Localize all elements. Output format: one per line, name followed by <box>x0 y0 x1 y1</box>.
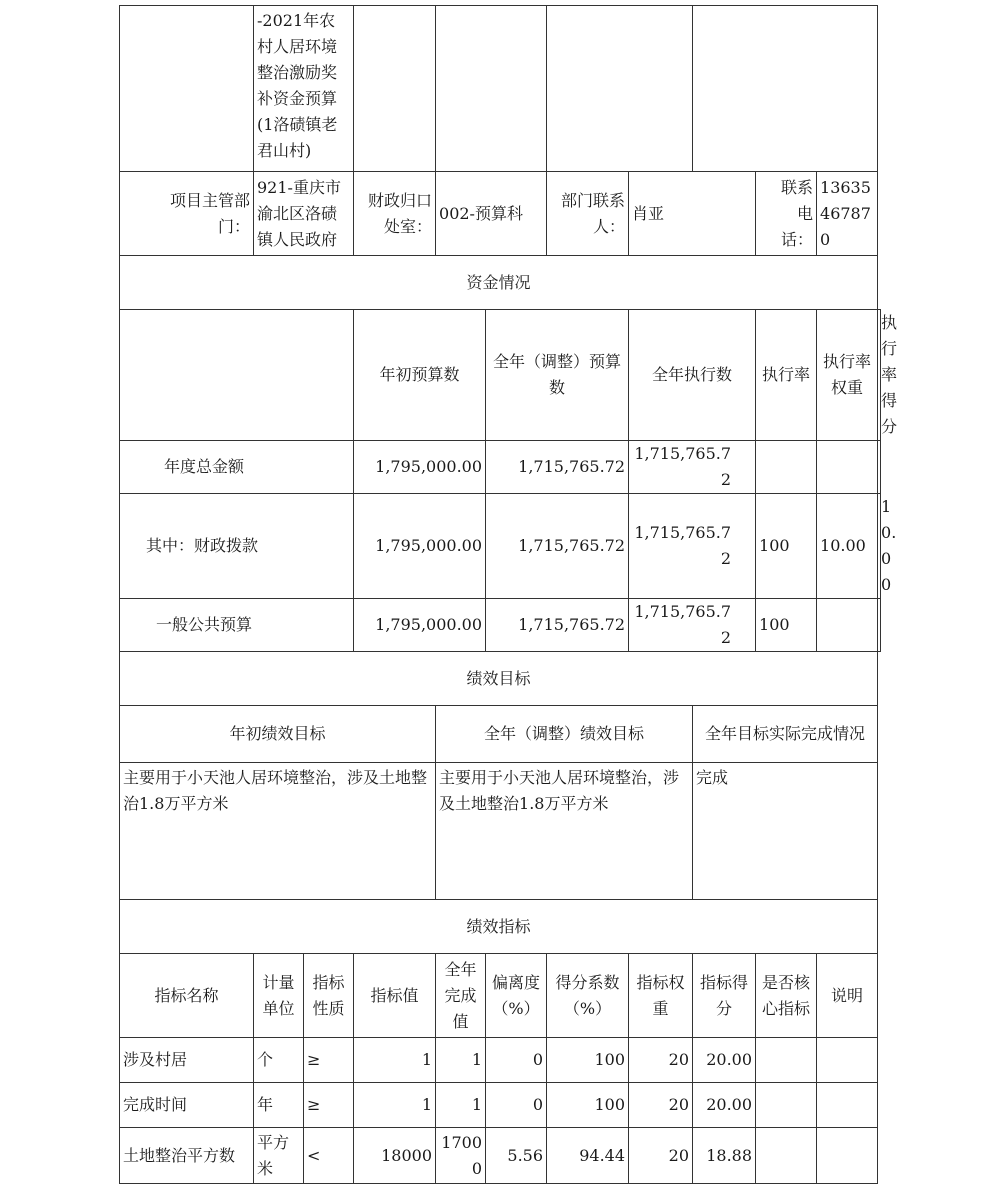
funds-executed: 1,715,765.72 <box>629 599 756 652</box>
ind-header-done: 全年完成值 <box>436 954 486 1038</box>
goals-header-initial: 年初绩效目标 <box>120 706 436 763</box>
goals-actual-text: 完成 <box>693 763 878 900</box>
ind-core <box>756 1083 817 1128</box>
ind-nature: ≥ <box>304 1083 354 1128</box>
ind-nature: < <box>304 1128 354 1184</box>
blank-cell <box>120 310 354 441</box>
blank-cell <box>354 6 436 172</box>
funds-score <box>878 599 881 652</box>
funds-weight <box>817 599 878 652</box>
project-name: -2021年农村人居环境整治激励奖补资金预算(1洛碛镇老君山村) <box>254 6 354 172</box>
table-row <box>120 1083 881 1128</box>
ind-coef: 94.44 <box>547 1128 629 1184</box>
ind-score: 20.00 <box>693 1083 756 1128</box>
finance-label: 财政归口处室： <box>354 172 436 256</box>
funds-score <box>878 441 881 494</box>
blank-cell <box>547 6 693 172</box>
phone-value: 13635467870 <box>817 172 878 256</box>
funds-header-rate: 执行率 <box>756 310 817 441</box>
goals-section-title: 绩效目标 <box>120 652 878 706</box>
table-row <box>120 599 881 652</box>
funds-row-label: 一般公共预算 <box>120 599 354 652</box>
funds-row-label: 其中：财政拨款 <box>120 494 354 599</box>
funds-rate: 100 <box>756 599 817 652</box>
phone-label: 联系电话： <box>756 172 817 256</box>
ind-nature: ≥ <box>304 1038 354 1083</box>
funds-adjusted: 1,715,765.72 <box>486 441 629 494</box>
ind-dev: 5.56 <box>486 1128 547 1184</box>
ind-score: 20.00 <box>693 1038 756 1083</box>
funds-score: 10.00 <box>878 494 881 599</box>
funds-header-initial: 年初预算数 <box>354 310 486 441</box>
ind-unit: 年 <box>254 1083 304 1128</box>
goals-initial-text: 主要用于小天池人居环境整治，涉及土地整治1.8万平方米 <box>120 763 436 900</box>
ind-target: 1 <box>354 1038 436 1083</box>
ind-coef: 100 <box>547 1083 629 1128</box>
ind-core <box>756 1128 817 1184</box>
funds-rate <box>756 441 817 494</box>
ind-header-score: 指标得分 <box>693 954 756 1038</box>
ind-name: 土地整治平方数 <box>120 1128 254 1184</box>
ind-note <box>817 1128 878 1184</box>
goals-header-adjusted: 全年（调整）绩效目标 <box>436 706 693 763</box>
blank-cell <box>436 6 547 172</box>
ind-header-name: 指标名称 <box>120 954 254 1038</box>
funds-header-weight: 执行率权重 <box>817 310 878 441</box>
ind-dev: 0 <box>486 1038 547 1083</box>
table-row <box>120 441 881 494</box>
ind-header-nature: 指标性质 <box>304 954 354 1038</box>
blank-cell <box>120 6 254 172</box>
funds-executed: 1,715,765.72 <box>629 494 756 599</box>
funds-adjusted: 1,715,765.72 <box>486 599 629 652</box>
ind-header-core: 是否核心指标 <box>756 954 817 1038</box>
ind-note <box>817 1083 878 1128</box>
blank-cell <box>693 6 878 172</box>
ind-header-target: 指标值 <box>354 954 436 1038</box>
ind-coef: 100 <box>547 1038 629 1083</box>
ind-name: 完成时间 <box>120 1083 254 1128</box>
ind-done: 17000 <box>436 1128 486 1184</box>
funds-header-adjusted: 全年（调整）预算数 <box>486 310 629 441</box>
goals-header-actual: 全年目标实际完成情况 <box>693 706 878 763</box>
ind-unit: 个 <box>254 1038 304 1083</box>
table-row <box>120 494 881 599</box>
funds-rate: 100 <box>756 494 817 599</box>
table-row <box>120 1038 881 1083</box>
ind-score: 18.88 <box>693 1128 756 1184</box>
indicators-section-title: 绩效指标 <box>120 900 878 954</box>
ind-target: 1 <box>354 1083 436 1128</box>
dept-value: 921-重庆市渝北区洛碛镇人民政府 <box>254 172 354 256</box>
ind-target: 18000 <box>354 1128 436 1184</box>
dept-label: 项目主管部门： <box>120 172 254 256</box>
ind-header-weight: 指标权重 <box>629 954 693 1038</box>
ind-done: 1 <box>436 1038 486 1083</box>
table-row <box>120 1128 881 1184</box>
ind-header-dev: 偏离度（%） <box>486 954 547 1038</box>
ind-weight: 20 <box>629 1038 693 1083</box>
ind-dev: 0 <box>486 1083 547 1128</box>
goals-adjusted-text: 主要用于小天池人居环境整治，涉及土地整治1.8万平方米 <box>436 763 693 900</box>
contact-label: 部门联系人： <box>547 172 629 256</box>
funds-initial: 1,795,000.00 <box>354 441 486 494</box>
funds-executed: 1,715,765.72 <box>629 441 756 494</box>
ind-done: 1 <box>436 1083 486 1128</box>
contact-value: 肖亚 <box>629 172 756 256</box>
ind-header-coef: 得分系数（%） <box>547 954 629 1038</box>
funds-section-title: 资金情况 <box>120 256 878 310</box>
ind-name: 涉及村居 <box>120 1038 254 1083</box>
funds-header-executed: 全年执行数 <box>629 310 756 441</box>
ind-header-note: 说明 <box>817 954 878 1038</box>
finance-value: 002-预算科 <box>436 172 547 256</box>
funds-initial: 1,795,000.00 <box>354 494 486 599</box>
ind-core <box>756 1038 817 1083</box>
ind-weight: 20 <box>629 1128 693 1184</box>
ind-unit: 平方米 <box>254 1128 304 1184</box>
funds-row-label: 年度总金额 <box>120 441 354 494</box>
funds-weight: 10.00 <box>817 494 878 599</box>
ind-header-unit: 计量单位 <box>254 954 304 1038</box>
funds-adjusted: 1,715,765.72 <box>486 494 629 599</box>
funds-weight <box>817 441 878 494</box>
performance-report-table <box>119 5 898 1184</box>
ind-weight: 20 <box>629 1083 693 1128</box>
ind-note <box>817 1038 878 1083</box>
funds-initial: 1,795,000.00 <box>354 599 486 652</box>
funds-header-score: 执行率得分 <box>878 310 881 441</box>
